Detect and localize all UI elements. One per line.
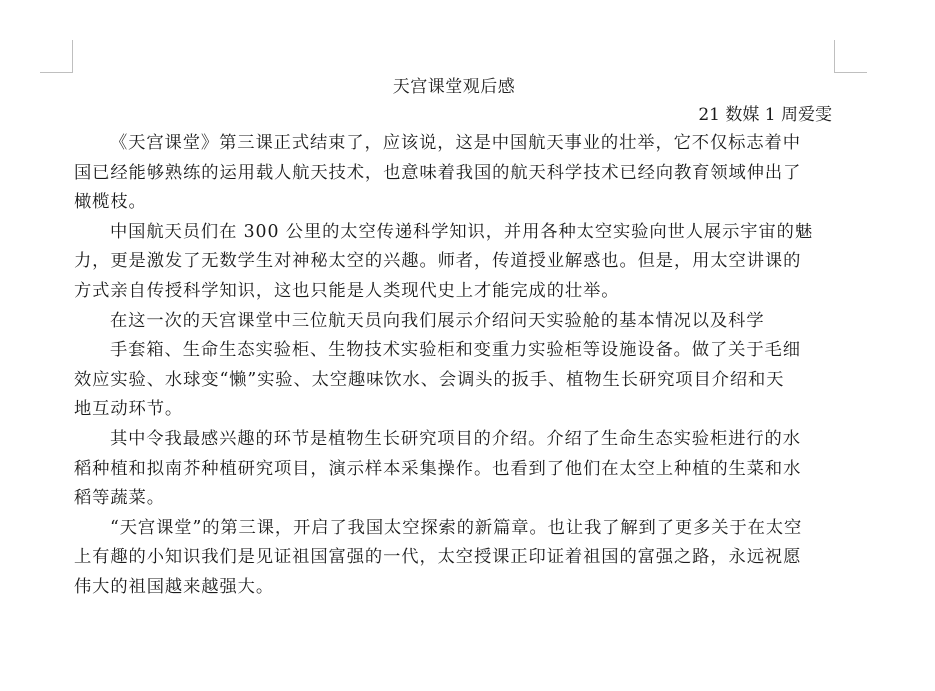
paragraph-line: 国已经能够熟练的运用载人航天技术，也意味着我国的航天科学技术已经向教育领域伸出了 — [74, 162, 802, 183]
paragraph-1 — [74, 129, 834, 218]
document-title: 天宫课堂观后感 — [392, 77, 516, 97]
paragraph-line: 上有趣的小知识我们是见证祖国富强的一代，太空授课正印证着祖国的富强之路，永远祝愿 — [74, 547, 802, 568]
paragraph-line: 中国航天员们在 300 公里的太空传递科学知识，并用各种太空实验向世人展示宇宙的魅 — [110, 221, 813, 242]
document-author: 21 数媒 1 周爱雯 — [698, 105, 832, 125]
crop-mark-top-left-horizontal — [40, 72, 73, 73]
paragraph-line: 橄榄枝。 — [74, 192, 147, 213]
paragraph-line: “天宫课堂”的第三课，开启了我国太空探索的新篇章。也让我了解到了更多关于在太空 — [110, 517, 803, 538]
paragraph-5 — [74, 514, 834, 603]
paragraph-line: 稻等蔬菜。 — [74, 488, 165, 509]
paragraph-line: 稻种植和拟南芥种植研究项目，演示样本采集操作。也看到了他们在太空上种植的生菜和水 — [74, 458, 802, 479]
paragraph-line: 其中令我最感兴趣的环节是植物生长研究项目的介绍。介绍了生命生态实验柜进行的水 — [110, 428, 801, 449]
paragraph-line: 手套箱、生命生态实验柜、生物技术实验柜和变重力实验柜等设施设备。做了关于毛细 — [110, 340, 801, 361]
crop-mark-top-right-horizontal — [834, 72, 867, 73]
paragraph-line: 在这一次的天宫课堂中三位航天员向我们展示介绍问天实验舱的基本情况以及科学 — [110, 310, 765, 331]
paragraph-line: 方式亲自传授科学知识，这也只能是人类现代史上才能完成的壮举。 — [74, 280, 620, 301]
crop-mark-top-left-vertical — [72, 40, 73, 73]
paragraph-line: 地互动环节。 — [74, 399, 184, 420]
crop-mark-top-right-vertical — [834, 40, 835, 73]
document-body[interactable] — [74, 73, 834, 603]
paragraph-line: 力，更是激发了无数学生对神秘太空的兴趣。师者，传道授业解惑也。但是，用太空讲课的 — [74, 251, 802, 272]
paragraph-2 — [74, 218, 834, 307]
paragraph-4 — [74, 425, 834, 514]
paragraph-line: 效应实验、水球变“懒”实验、太空趣味饮水、会调头的扳手、植物生长研究项目介绍和天 — [74, 369, 785, 390]
paragraph-line: 伟大的祖国越来越强大。 — [74, 576, 274, 597]
paragraph-3 — [74, 307, 834, 425]
paragraph-line: 《天宫课堂》第三课正式结束了，应该说，这是中国航天事业的壮举，它不仅标志着中 — [110, 133, 801, 153]
